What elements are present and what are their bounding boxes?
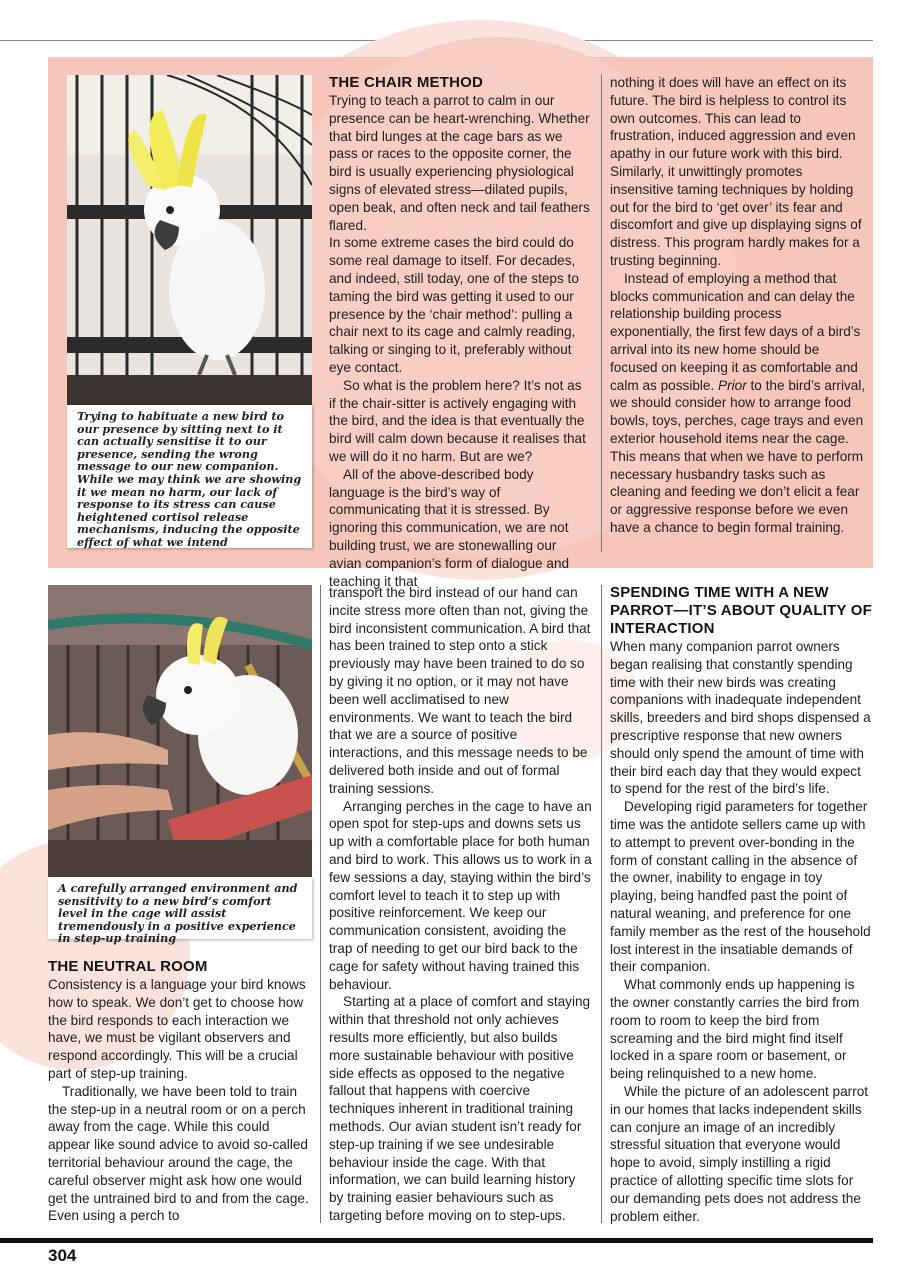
bottom-column-middle xyxy=(329,584,592,1225)
paragraph xyxy=(610,270,866,537)
paragraph: Consistency is a language your bird knows how to speak. We don’t get to choose how the bird responds to each interaction we have, we must be vigilant observers and respond accordingly. This will be a crucial part of step-up training. xyxy=(48,977,306,1081)
paragraph: Traditionally, we have been told to train the step-up in a neutral room or on a perch away from the cage. While this could appear like sound advice to avoid so-called territorial behaviour around the cage, the careful observer might ask how one would get the untrained bird to and from the cage. Even using a perch to xyxy=(48,1083,309,1224)
photo-cockatoo-in-cage xyxy=(67,75,312,405)
caption-top: Trying to habituate a new bird to our presence by sitting next to it can actually sensitise it to our presence, sending the wrong message to our new companion. While we may think we are showing it we mean no harm, our lack of response to its stress can cause heightened cortisol release mechanisms, inducing the opposite effect of what we intend xyxy=(77,409,302,549)
cockatoo-step-up-image xyxy=(48,585,312,877)
bottom-column-right xyxy=(610,584,872,1225)
top-column-middle xyxy=(329,74,592,590)
caption-box-top xyxy=(67,405,312,548)
paragraph: transport the bird instead of our hand can incite stress more often than not, giving the bird inconsistent communication. A bird that has been trained to step onto a stick previously may have been trained to do so by giving it no option, or it may not have been well acclimatised to new environments. We want to teach the bird that we are a source of positive interactions, and this message needs to be delivered both inside and out of formal training sessions. xyxy=(329,585,591,796)
column-rule xyxy=(320,585,321,1223)
bottom-column-left xyxy=(48,958,312,1225)
heading-chair-method: THE CHAIR METHOD xyxy=(329,74,484,91)
emphasis: Prior xyxy=(718,377,747,393)
paragraph: When many companion parrot owners began realising that constantly spending time with their new birds was creating companions with inadequate independent skills, breeders and bird shops dispensed a prescriptive response that new owners should only spend the amount of time with their bird each day that they would expect to spend for the rest of the bird’s life. xyxy=(610,639,871,797)
column-rule xyxy=(601,74,602,552)
paragraph: Trying to teach a parrot to calm in our presence can be heart-wrenching. Whether that bird lunges at the cage bars as we pass or races to the opposite corner, the bird is usually experiencing physiological signs of elevated stress—dilated pupils, open beak, and often neck and tail feathers flared. xyxy=(329,93,590,233)
heading-spending-time: SPENDING TIME WITH A NEW PARROT—IT’S ABOUT QUALITY OF INTERACTION xyxy=(610,584,872,637)
paragraph: In some extreme cases the bird could do some real damage to itself. For decades, and indeed, still today, one of the steps to taming the bird was getting it used to our presence by the ‘chair method’: pulling a chair next to its cage and calmly reading, talking or singing to it, preferably without eye contact. xyxy=(329,235,579,375)
paragraph: Developing rigid parameters for together time was the antidote sellers came up with to attempt to prevent over-bonding in the form of constant calling in the absence of the owner, inability to engage in toy playing, being handfed past the point of natural weaning, and preference for one family member as the rest of the household lost interest in the insatiable demands of their companion. xyxy=(610,799,871,975)
paragraph: So what is the problem here? It’s not as if the chair-sitter is actively engaging with the bird, and the idea is that eventually the bird will calm down because it realises that we will do it no harm. But are we? xyxy=(329,377,586,464)
page-number: 304 xyxy=(48,1246,77,1265)
column-rule xyxy=(601,585,602,1223)
paragraph: All of the above-described body language is the bird’s way of communicating that it is stressed. By ignoring this communication, we are not building trust, we are stonewalling our avian companion’s form of dialogue and teaching it that xyxy=(329,466,570,589)
text-run: Instead of employing a method that blocks communication and can delay the relationship building process exponentially, the first few days of a bird’s arrival into its new home should be focused on keeping it as comfortable and calm as possible. xyxy=(610,270,861,393)
top-column-right xyxy=(610,74,866,537)
footer-rule xyxy=(0,1238,873,1243)
text-run: to the bird’s arrival, we should consider how to arrange food bowls, toys, perches, cage trays and even exterior household items near the cage. This means that when we have to perform necessary husbandry tasks such as cleaning and feeding we don’t elicit a fear or aggressive response before we even have a chance to begin formal training. xyxy=(610,377,866,535)
heading-neutral-room: THE NEUTRAL ROOM xyxy=(48,958,208,975)
paragraph: While the picture of an adolescent parrot in our homes that lacks independent skills can conjure an image of an incredibly stressful situation that everyone would hope to avoid, simply instilling a rigid practice of allotting specific time slots for our demanding pets does not address the problem either. xyxy=(610,1083,869,1224)
photo-step-up-training xyxy=(48,585,312,877)
cockatoo-cage-image xyxy=(67,75,312,405)
caption-bottom: A carefully arranged environment and sensitivity to a new bird’s comfort level in the cage will assist tremendously in a positive experience in step-up training xyxy=(58,881,298,946)
paragraph: Starting at a place of comfort and staying within that threshold not only achieves results more efficiently, but also builds more sustainable behaviour with positive side effects as opposed to the negative fallout that happens with coercive techniques inherent in traditional training methods. Our avian student isn’t ready for step-up training if we see undesirable behaviour inside the cage. With that information, we can build learning history by training easier behaviours such as targeting before moving on to step-ups. xyxy=(329,994,591,1223)
paragraph: What commonly ends up happening is the owner constantly carries the bird from room to room to keep the bird from screaming and the bird might find itself locked in a spare room or basement, or being relinquished to a new home. xyxy=(610,977,860,1082)
paragraph: nothing it does will have an effect on its future. The bird is helpless to control its own outcomes. This can lead to frustration, induced aggression and even apathy in our future work with this bird. Similarly, it unwittingly promotes insensitive taming techniques by holding out for the bird to ‘get over’ its fear and discomfort and give up displaying signs of distress. This program hardly makes for a trusting beginning. xyxy=(610,75,862,268)
caption-box-bottom xyxy=(48,877,312,946)
paragraph: Arranging perches in the cage to have an open spot for step-ups and downs sets us up with a comfortable place for both human and bird to work. This allows us to work in a few sessions a day, staying within the bird’s comfort level to teach it to step up with positive reinforcement. We keep our communication consistent, avoiding the trap of needing to get our bird back to the cage for safety without having trained this behaviour. xyxy=(329,798,592,992)
